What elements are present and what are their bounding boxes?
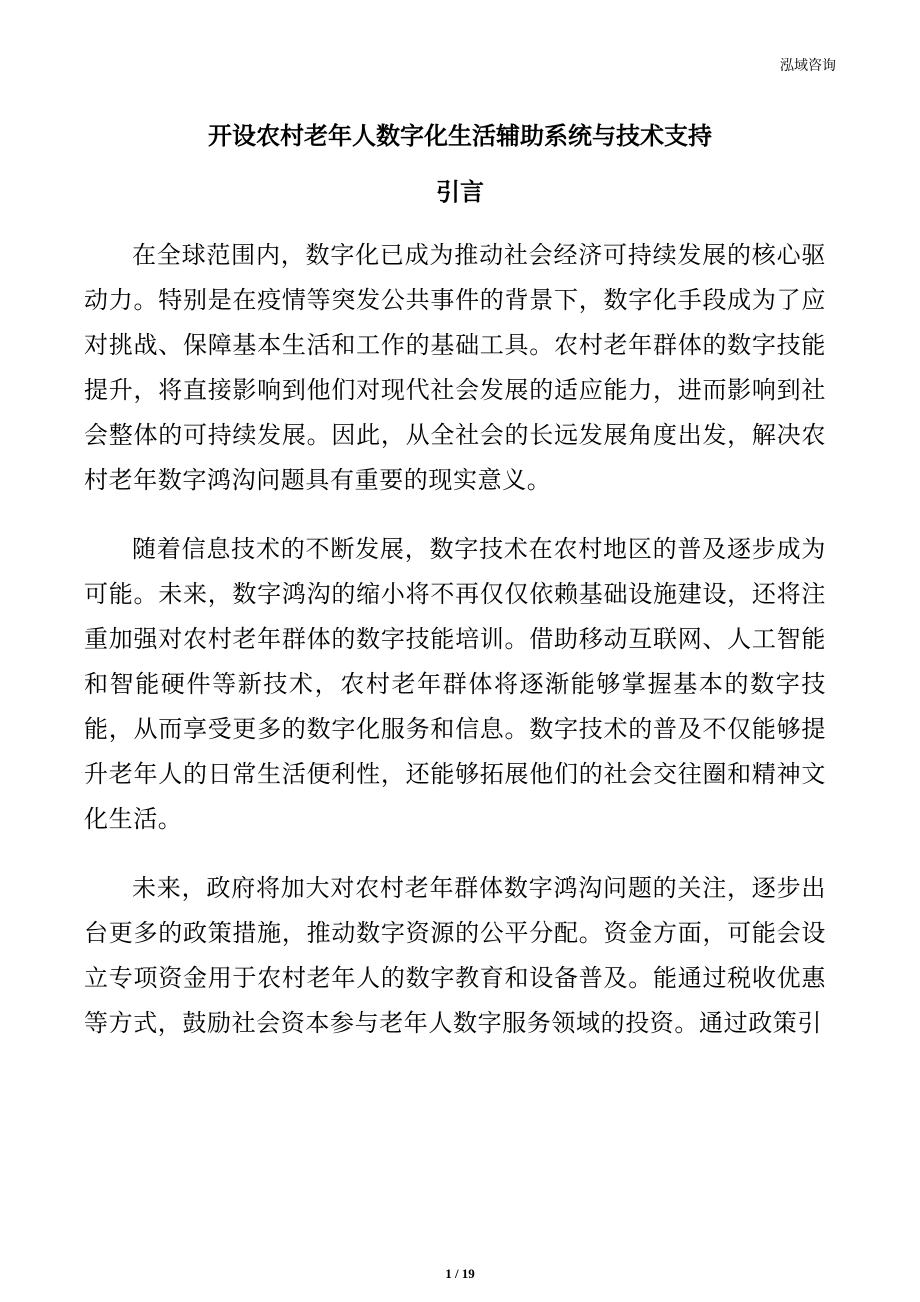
paragraph-3: 未来，政府将加大对农村老年群体数字鸿沟问题的关注，逐步出台更多的政策措施，推动数字资源的公平分配。资金方面，可能会设立专项资金用于农村老年人的数字教育和设备普及。能通过税收优惠等方式，鼓励社会资本参与老年人数字服务领域的投资。通过政策引	[84, 874, 826, 1037]
section-heading-introduction: 引言	[436, 178, 484, 206]
paragraph-1: 在全球范围内，数字化已成为推动社会经济可持续发展的核心驱动力。特别是在疫情等突发公共事件的背景下，数字化手段成为了应对挑战、保障基本生活和工作的基础工具。农村老年群体的数字技能提升，将直接影响到他们对现代社会发展的适应能力，进而影响到社会整体的可持续发展。因此，从全社会的长远发展角度出发，解决农村老年数字鸿沟问题具有重要的现实意义。	[84, 241, 826, 494]
document-body	[84, 233, 826, 1070]
document-title: 开设农村老年人数字化生活辅助系统与技术支持	[208, 122, 712, 150]
paragraph-2: 随着信息技术的不断发展，数字技术在农村地区的普及逐步成为可能。未来，数字鸿沟的缩小将不再仅仅依赖基础设施建设，还将注重加强对农村老年群体的数字技能培训。借助移动互联网、人工智能和智能硬件等新技术，农村老年群体将逐渐能够掌握基本的数字技能，从而享受更多的数字化服务和信息。数字技术的普及不仅能够提升老年人的日常生活便利性，还能够拓展他们的社会交往圈和精神文化生活。	[84, 535, 826, 833]
page-number: 1 / 19	[445, 1266, 475, 1281]
header-company-name: 泓域咨询	[780, 58, 836, 74]
